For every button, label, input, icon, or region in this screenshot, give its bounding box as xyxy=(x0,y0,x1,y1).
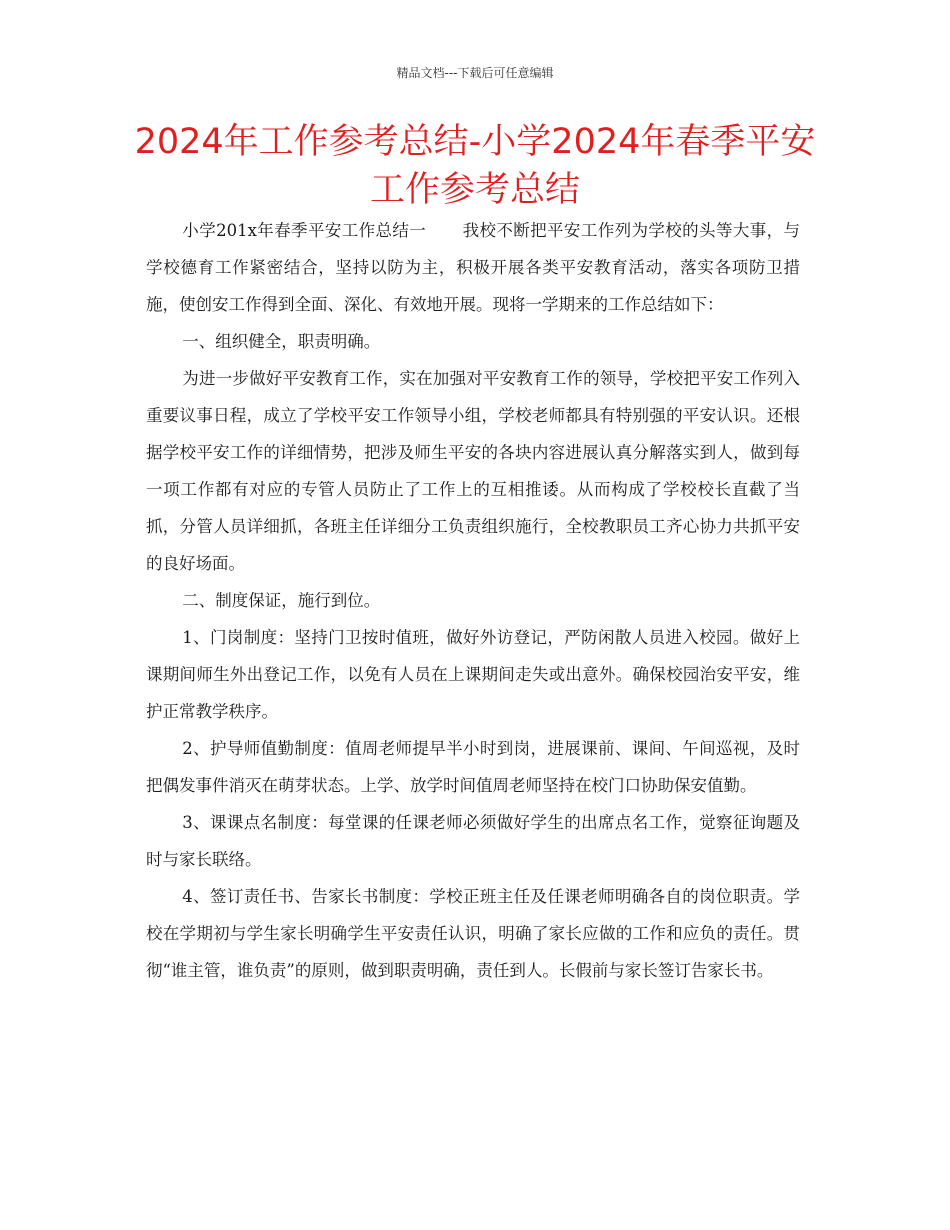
section-heading-2: 二、制度保证，施行到位。 xyxy=(182,591,381,610)
intro-lead: 小学201x年春季平安工作总结一 xyxy=(182,221,427,240)
body-paragraph: 3、课课点名制度：每堂课的任课老师必须做好学生的出席点名工作，觉察征询题及时与家长联络。 xyxy=(146,813,800,869)
intro-paragraph xyxy=(146,212,800,323)
document-body xyxy=(146,212,800,989)
section-heading-1: 一、组织健全，职责明确。 xyxy=(182,332,381,351)
body-paragraph: 4、签订责任书、告家长书制度：学校正班主任及任课老师明确各自的岗位职责。学校在学期初与学生家长明确学生平安责任认识，明确了家长应做的工作和应负的责任。贯彻“谁主管，谁负责”的原则，做到职责明确，责任到人。长假前与家长签订告家长书。 xyxy=(146,887,800,980)
body-paragraph: 1、门岗制度：坚持门卫按时值班，做好外访登记，严防闲散人员进入校园。做好上课期间师生外出登记工作，以免有人员在上课期间走失或出意外。确保校园治安平安，维护正常教学秩序。 xyxy=(146,628,800,721)
body-paragraph: 2、护导师值勤制度：值周老师提早半小时到岗，进展课前、课间、午间巡视，及时把偶发事件消灭在萌芽状态。上学、放学时间值周老师坚持在校门口协助保安值勤。 xyxy=(146,739,800,795)
body-paragraph: 为进一步做好平安教育工作，实在加强对平安教育工作的领导，学校把平安工作列入重要议事日程，成立了学校平安工作领导小组，学校老师都具有特别强的平安认识。还根据学校平安工作的详细情势，把涉及师生平安的各块内容进展认真分解落实到人，做到每一项工作都有对应的专管人员防止了工作上的互相推诿。从而构成了学校校长直截了当抓，分管人员详细抓，各班主任详细分工负责组织施行，全校教职员工齐心协力共抓平安的良好场面。 xyxy=(146,369,800,573)
page-header: 精品文档---下载后可任意编辑 xyxy=(396,66,554,80)
document-title: 2024年工作参考总结-小学2024年春季平安工作参考总结 xyxy=(134,122,816,210)
intro-text: 我校不断把平安工作列为学校的头等大事，与学校德育工作紧密结合，坚持以防为主，积极开展各类平安教育活动，落实各项防卫措施，使创安工作得到全面、深化、有效地开展。现将一学期来的工作总结如下： xyxy=(146,221,800,314)
